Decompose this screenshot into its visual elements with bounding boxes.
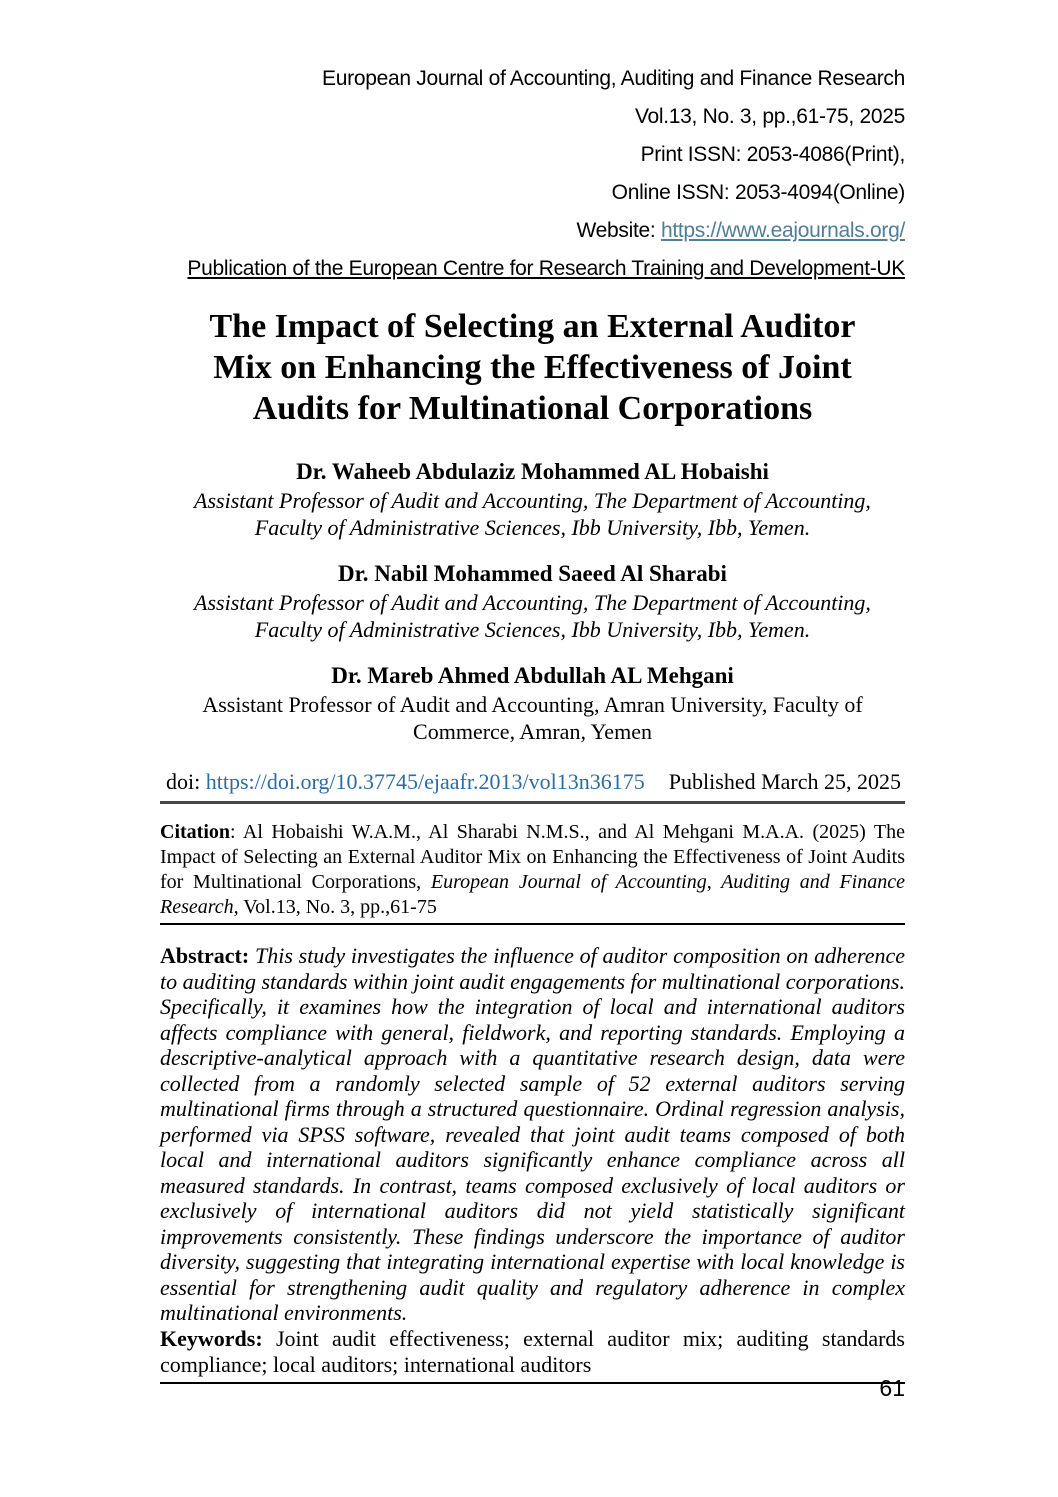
author-affiliation: Assistant Professor of Audit and Accounting, The Department of Accounting, Faculty of Administrative Sciences, Ibb University, Ibb, Yemen. <box>194 590 871 642</box>
volume-info: Vol.13, No. 3, pp.,61-75, 2025 <box>634 105 905 128</box>
abstract-block <box>160 943 905 1326</box>
citation-journal-name: European Journal of Accounting, Auditing and Finance Research <box>160 871 905 918</box>
author-name: Dr. Waheeb Abdulaziz Mohammed AL Hobaishi <box>296 459 769 484</box>
author-block <box>160 457 905 541</box>
keywords-text: Joint audit effectiveness; external auditor mix; auditing standards compliance; local auditors; international auditors <box>160 1325 905 1377</box>
page-number: 61 <box>879 1375 905 1401</box>
doi-link[interactable]: https://doi.org/10.37745/ejaafr.2013/vol13n36175 <box>205 769 645 794</box>
article-title <box>160 306 905 429</box>
abstract-text: This study investigates the influence of auditor composition on adherence to auditing standards within joint audit engagements for multinational corporations. Specifically, it examines how the integration of local and international auditors affects compliance with general, fieldwork, and reporting standards. Employing a descriptive-analytical approach with a quantitative research design, data were collected from a randomly selected sample of 52 external auditors serving multinational firms through a structured questionnaire. Ordinal regression analysis, performed via SPSS software, revealed that joint audit teams composed of both local and international auditors significantly enhance compliance across all measured standards. In contrast, teams composed exclusively of local auditors or exclusively of international auditors did not yield statistically significant improvements consistently. These findings underscore the importance of auditor diversity, suggesting that integrating international expertise with local knowledge is essential for strengthening audit quality and regulatory adherence in complex multinational environments. <box>160 943 905 1325</box>
article-title-line: The Impact of Selecting an External Auditor <box>209 308 856 345</box>
citation-label: Citation <box>160 821 230 843</box>
authors-section <box>160 457 905 745</box>
doi-label: doi: <box>166 769 206 794</box>
article-title-line: Mix on Enhancing the Effectiveness of Joint <box>213 349 852 386</box>
journal-title: European Journal of Accounting, Auditing and Finance Research <box>322 67 905 90</box>
author-affiliation: Assistant Professor of Audit and Accounting, Amran University, Faculty of Commerce, Amran, Yemen <box>202 692 863 744</box>
author-block <box>160 661 905 745</box>
website-link[interactable]: https://www.eajournals.org/ <box>660 219 905 242</box>
publication-note: Publication of the European Centre for Research Training and Development-UK <box>187 257 905 280</box>
website-line <box>160 212 905 250</box>
print-issn: Print ISSN: 2053-4086(Print), <box>640 143 905 166</box>
author-affiliation: Assistant Professor of Audit and Accounting, The Department of Accounting, Faculty of Administrative Sciences, Ibb University, Ibb, Yemen. <box>194 488 871 540</box>
author-name: Dr. Nabil Mohammed Saeed Al Sharabi <box>338 561 727 586</box>
citation-block <box>160 820 905 925</box>
journal-header <box>160 60 905 288</box>
citation-tail: , Vol.13, No. 3, pp.,61-75 <box>233 896 437 918</box>
author-name: Dr. Mareb Ahmed Abdullah AL Mehgani <box>331 663 734 688</box>
published-date: Published March 25, 2025 <box>668 769 901 794</box>
citation-text: : Al Hobaishi W.A.M., Al Sharabi N.M.S., and Al Mehgani M.A.A. (2025) The Impact of Selecting an External Auditor Mix on Enhancing the Effectiveness of Joint Audits for Multinational Corporations, <box>160 821 905 893</box>
keywords-block <box>160 1326 905 1384</box>
article-title-line: Audits for Multinational Corporations <box>252 390 813 427</box>
website-label: Website: <box>576 219 661 242</box>
doi-row <box>160 769 905 804</box>
online-issn: Online ISSN: 2053-4094(Online) <box>611 181 905 204</box>
keywords-label: Keywords: <box>160 1325 263 1351</box>
doi-line <box>166 769 645 795</box>
author-block <box>160 559 905 643</box>
abstract-label: Abstract: <box>160 943 250 968</box>
